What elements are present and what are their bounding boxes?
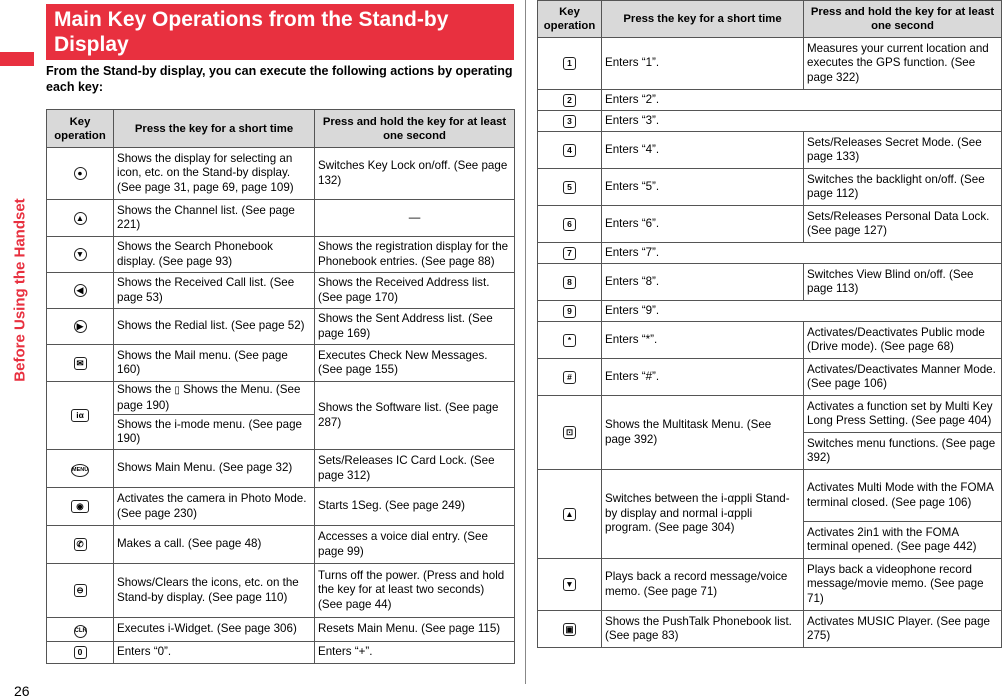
short-press-text: Shows the Mail menu. (See page 160) xyxy=(114,345,315,382)
multitask-key-icon: ⊡ xyxy=(563,426,576,439)
long-press-text: Switches the backlight on/off. (See page 112) xyxy=(804,169,1002,206)
table-row xyxy=(47,200,515,237)
zero-key-icon: 0 xyxy=(74,646,87,659)
long-press-text: Starts 1Seg. (See page 249) xyxy=(315,488,515,526)
table-row xyxy=(538,301,1002,322)
enter-key-icon: ● xyxy=(74,167,87,180)
pushtalk-key-icon: ▣ xyxy=(563,623,576,636)
short-press-text: Enters “3”. xyxy=(602,111,1002,132)
table-row xyxy=(538,611,1002,648)
i-menu-icon: ▯ xyxy=(174,385,180,396)
table-row xyxy=(47,273,515,309)
table-row xyxy=(47,488,515,526)
long-press-text: Shows the Sent Address list. (See page 169) xyxy=(315,309,515,345)
long-press-text: Activates MUSIC Player. (See page 275) xyxy=(804,611,1002,648)
power-key-icon: ⊖ xyxy=(74,584,87,597)
table-row xyxy=(538,322,1002,359)
short-press-text: Shows the ▯ Shows the Menu. (See page 190) xyxy=(114,382,315,415)
key-5-icon: 5 xyxy=(563,181,576,194)
short-press-text: Enters “2”. xyxy=(602,90,1002,111)
section-label: Before Using the Handset xyxy=(11,198,29,382)
header-key-operation: Key operation xyxy=(47,110,114,148)
short-press-text: Enters “#”. xyxy=(602,359,804,396)
long-press-text: — xyxy=(315,200,515,237)
header-key-operation: Key operation xyxy=(538,1,602,38)
short-press-text: Shows the display for selecting an icon, etc. on the Stand-by display. (See page 31, page 69, page 109) xyxy=(114,148,315,200)
short-press-text: Executes i-Widget. (See page 306) xyxy=(114,618,315,642)
hash-key-icon: # xyxy=(563,371,576,384)
long-press-text: Switches Key Lock on/off. (See page 132) xyxy=(315,148,515,200)
header-short-press: Press the key for a short time xyxy=(114,110,315,148)
long-press-text: Plays back a videophone record message/movie memo. (See page 71) xyxy=(804,559,1002,611)
table-row xyxy=(538,470,1002,522)
long-press-text: Accesses a voice dial entry. (See page 99) xyxy=(315,526,515,564)
short-press-text: Enters “5”. xyxy=(602,169,804,206)
short-press-text: Shows the i-mode menu. (See page 190) xyxy=(114,415,315,450)
table-row xyxy=(538,264,1002,301)
key-4-icon: 4 xyxy=(563,144,576,157)
short-press-text: Enters “*”. xyxy=(602,322,804,359)
table-row xyxy=(538,396,1002,433)
short-press-text: Enters “1”. xyxy=(602,38,804,90)
table-row xyxy=(47,450,515,488)
clear-key-icon: CLR xyxy=(74,625,87,638)
right-key-icon: ▶ xyxy=(74,320,87,333)
key-9-icon: 9 xyxy=(563,305,576,318)
appli-up-key-icon: ▲ xyxy=(563,508,576,521)
short-press-text: Shows the Multitask Menu. (See page 392) xyxy=(602,396,804,470)
table-row xyxy=(538,169,1002,206)
key-6-icon: 6 xyxy=(563,218,576,231)
short-press-text: Switches between the i-αppli Stand-by display and normal i-αppli program. (See page 304) xyxy=(602,470,804,559)
column-divider xyxy=(525,0,526,684)
key-3-icon: 3 xyxy=(563,115,576,128)
asterisk-key-icon: * xyxy=(563,334,576,347)
long-press-text: Shows the registration display for the Phonebook entries. (See page 88) xyxy=(315,237,515,273)
left-key-icon: ◀ xyxy=(74,284,87,297)
table-row xyxy=(538,90,1002,111)
camera-key-icon: ◉ xyxy=(71,500,89,513)
short-press-text: Shows the PushTalk Phonebook list. (See page 83) xyxy=(602,611,804,648)
call-key-icon: ✆ xyxy=(74,538,87,551)
table-row xyxy=(538,38,1002,90)
long-press-text: Switches View Blind on/off. (See page 113) xyxy=(804,264,1002,301)
key-8-icon: 8 xyxy=(563,276,576,289)
table-row xyxy=(538,132,1002,169)
long-press-text: Sets/Releases Personal Data Lock. (See page 127) xyxy=(804,206,1002,243)
intro-text: From the Stand-by display, you can execute the following actions by operating each key: xyxy=(46,64,513,94)
short-press-text: Enters “8”. xyxy=(602,264,804,301)
long-press-text: Activates 2in1 with the FOMA terminal opened. (See page 442) xyxy=(804,522,1002,559)
long-press-text: Resets Main Menu. (See page 115) xyxy=(315,618,515,642)
table-row xyxy=(47,564,515,618)
header-long-press: Press and hold the key for at least one second xyxy=(804,1,1002,38)
table-row xyxy=(47,382,515,415)
long-press-text: Measures your current location and executes the GPS function. (See page 322) xyxy=(804,38,1002,90)
long-press-text: Activates/Deactivates Manner Mode. (See page 106) xyxy=(804,359,1002,396)
long-press-text: Sets/Releases IC Card Lock. (See page 312) xyxy=(315,450,515,488)
short-press-text: Activates the camera in Photo Mode. (See page 230) xyxy=(114,488,315,526)
long-press-text: Turns off the power. (Press and hold the key for at least two seconds) (See page 44) xyxy=(315,564,515,618)
short-press-text: Shows the Received Call list. (See page 53) xyxy=(114,273,315,309)
short-press-text: Makes a call. (See page 48) xyxy=(114,526,315,564)
long-press-text: Executes Check New Messages. (See page 155) xyxy=(315,345,515,382)
short-press-text: Shows/Clears the icons, etc. on the Stand-by display. (See page 110) xyxy=(114,564,315,618)
short-press-text: Enters “0”. xyxy=(114,642,315,664)
short-press-text: Enters “6”. xyxy=(602,206,804,243)
short-press-text: Shows Main Menu. (See page 32) xyxy=(114,450,315,488)
header-short-press: Press the key for a short time xyxy=(602,1,804,38)
up-key-icon: ▲ xyxy=(74,212,87,225)
long-press-text: Shows the Software list. (See page 287) xyxy=(315,382,515,450)
table-row xyxy=(47,618,515,642)
key-7-icon: 7 xyxy=(563,247,576,260)
left-key-table xyxy=(46,109,515,664)
short-press-text: Shows the Search Phonebook display. (See page 93) xyxy=(114,237,315,273)
down-key-icon: ▼ xyxy=(74,248,87,261)
table-row xyxy=(538,243,1002,264)
header-long-press: Press and hold the key for at least one second xyxy=(315,110,515,148)
imode-key-icon: iα xyxy=(71,409,89,422)
short-press-text: Enters “7”. xyxy=(602,243,1002,264)
table-row xyxy=(47,526,515,564)
long-press-text: Activates a function set by Multi Key Long Press Setting. (See page 404) xyxy=(804,396,1002,433)
key-1-icon: 1 xyxy=(563,57,576,70)
table-row xyxy=(47,345,515,382)
short-press-text: Shows the Redial list. (See page 52) xyxy=(114,309,315,345)
table-row xyxy=(47,148,515,200)
long-press-text: Shows the Received Address list. (See page 170) xyxy=(315,273,515,309)
mail-key-icon: ✉ xyxy=(74,357,87,370)
table-row xyxy=(47,309,515,345)
table-row xyxy=(538,359,1002,396)
long-press-text: Switches menu functions. (See page 392) xyxy=(804,433,1002,470)
short-press-text: Plays back a record message/voice memo. (See page 71) xyxy=(602,559,804,611)
short-press-text: Enters “9”. xyxy=(602,301,1002,322)
section-tab-marker xyxy=(0,52,34,66)
table-row xyxy=(538,206,1002,243)
right-key-table xyxy=(537,0,1002,648)
long-press-text: Enters “+”. xyxy=(315,642,515,664)
table-row xyxy=(47,237,515,273)
table-row xyxy=(47,642,515,664)
long-press-text: Activates/Deactivates Public mode (Drive mode). (See page 68) xyxy=(804,322,1002,359)
page-title: Main Key Operations from the Stand-by Display xyxy=(46,4,514,60)
table-row xyxy=(538,111,1002,132)
short-press-text: Shows the Channel list. (See page 221) xyxy=(114,200,315,237)
short-press-text: Enters “4”. xyxy=(602,132,804,169)
side-down-key-icon: ▼ xyxy=(563,578,576,591)
long-press-text: Sets/Releases Secret Mode. (See page 133) xyxy=(804,132,1002,169)
long-press-text: Activates Multi Mode with the FOMA terminal closed. (See page 106) xyxy=(804,470,1002,522)
key-2-icon: 2 xyxy=(563,94,576,107)
menu-key-icon: MENU xyxy=(71,464,89,477)
page-number: 26 xyxy=(14,683,30,699)
table-row xyxy=(538,559,1002,611)
